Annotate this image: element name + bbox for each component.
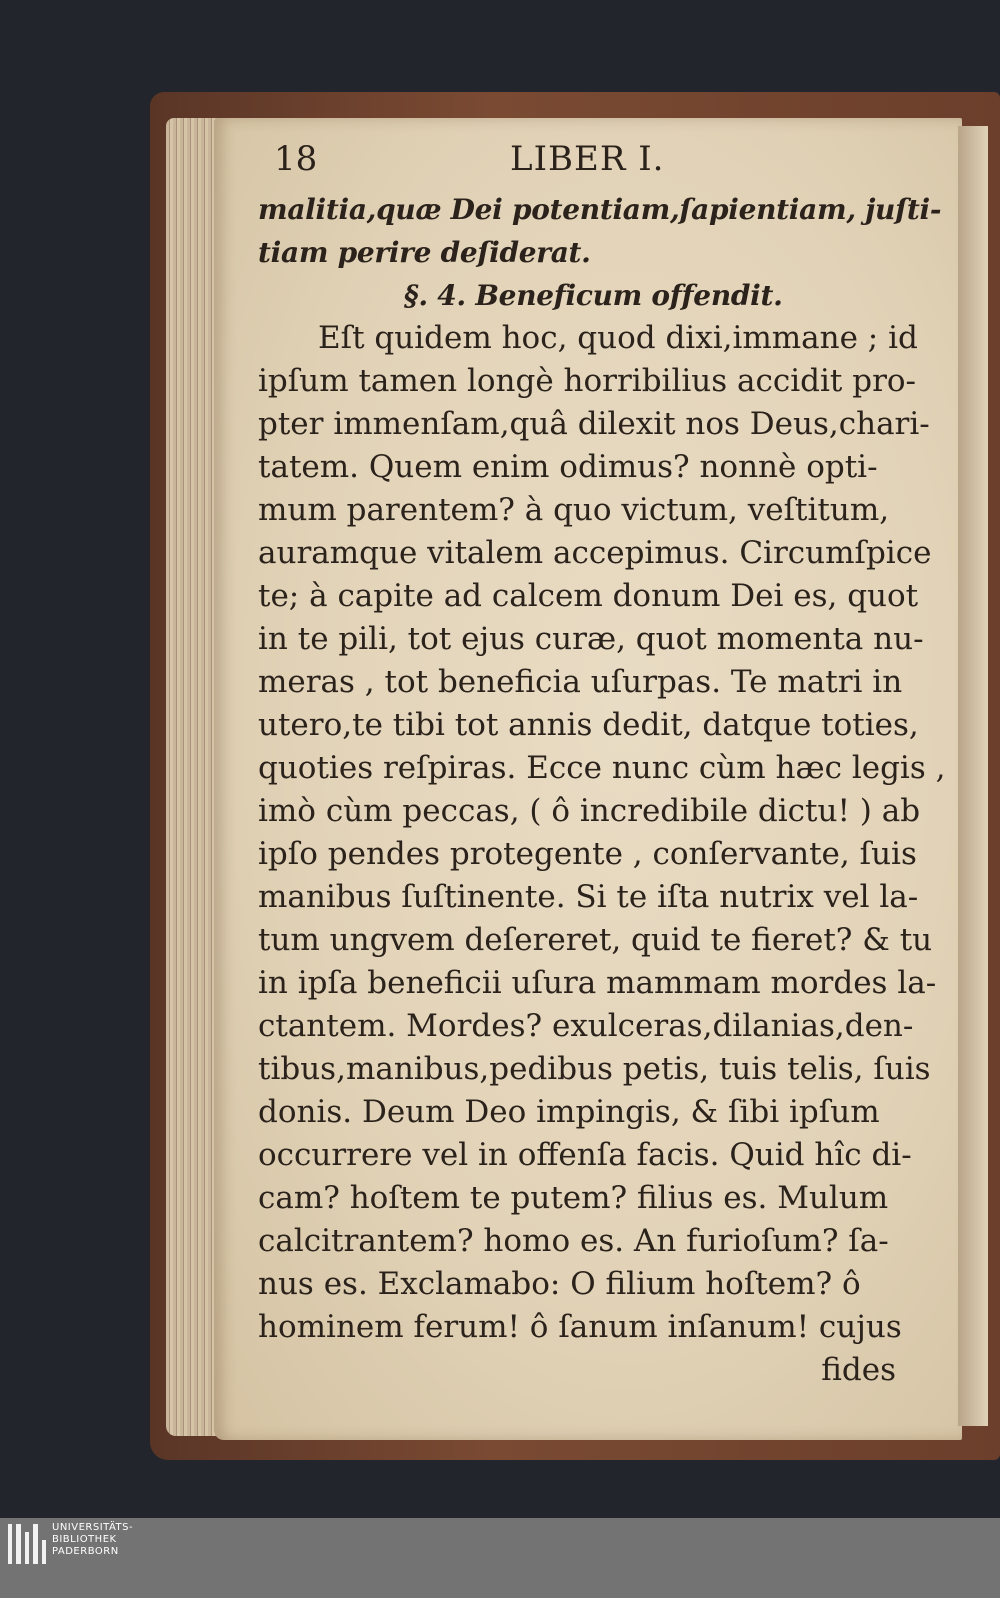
page-text — [258, 130, 946, 1392]
text-line: calcitrantem? homo es. An furioſum? ſa- — [258, 1223, 889, 1259]
library-name-line: UNIVERSITÄTS- — [52, 1522, 134, 1533]
library-name-line: BIBLIOTHEK — [52, 1534, 117, 1545]
text-line: tiam perire deſiderat. — [258, 236, 591, 269]
text-line: Eſt quidem hoc, quod dixi,immane ; id — [318, 320, 918, 356]
running-head: LIBER I. — [510, 139, 665, 179]
text-line: pter immenſam,quâ dilexit nos Deus,chari- — [258, 406, 930, 442]
text-line: nus es. Exclamabo: O filium hoſtem? ô — [258, 1266, 861, 1302]
text-line: auramque vitalem accepimus. Circumſpice — [258, 535, 932, 571]
page-header — [258, 130, 918, 188]
facing-page-edge — [958, 126, 988, 1426]
text-line: quoties reſpiras. Ecce nunc cùm hæc legis , — [258, 750, 946, 786]
text-line: tatem. Quem enim odimus? nonnè opti- — [258, 449, 878, 485]
text-line: ipſo pendes protegente , conſervante, ſuis — [258, 836, 917, 872]
library-logo-icon — [8, 1524, 46, 1564]
text-line: cam? hoſtem te putem? filius es. Mulum — [258, 1180, 889, 1216]
section-heading: §. 4. Beneficum offendit. — [404, 279, 783, 312]
text-line: ipſum tamen longè horribilius accidit pro- — [258, 363, 917, 399]
text-line: utero,te tibi tot annis dedit, datque toties, — [258, 707, 919, 743]
text-line: tum ungvem deſereret, quid te fieret? & tu — [258, 922, 933, 958]
library-name — [52, 1522, 133, 1558]
text-line: in ipſa beneficii uſura mammam mordes la- — [258, 965, 937, 1001]
text-line: tibus,manibus,pedibus petis, tuis telis, ſuis — [258, 1051, 931, 1087]
text-line: donis. Deum Deo impingis, & ſibi ipſum — [258, 1094, 880, 1130]
text-line: in te pili, tot ejus curæ, quot momenta nu- — [258, 621, 924, 657]
text-line: manibus ſuſtinente. Si te iſta nutrix vel la- — [258, 879, 919, 915]
library-footer — [0, 1518, 1000, 1598]
text-line: imò cùm peccas, ( ô incredibile dictu! ) ab — [258, 793, 921, 829]
text-line: occurrere vel in offenſa facis. Quid hîc di- — [258, 1137, 912, 1173]
library-name-line: PADERBORN — [52, 1546, 119, 1557]
text-line: ctantem. Mordes? exulceras,dilanias,den- — [258, 1008, 914, 1044]
text-line: te; à capite ad calcem donum Dei es, quot — [258, 578, 919, 614]
text-line: malitia,quæ Dei potentiam,ſapientiam, juſti- — [258, 193, 942, 226]
page-number: 18 — [274, 139, 318, 179]
text-line: mum parentem? à quo victum, veſtitum, — [258, 492, 890, 528]
catchword: fides — [821, 1352, 896, 1388]
text-line: meras , tot beneficia uſurpas. Te matri in — [258, 664, 903, 700]
text-line: hominem ferum! ô ſanum inſanum! cujus — [258, 1309, 902, 1345]
